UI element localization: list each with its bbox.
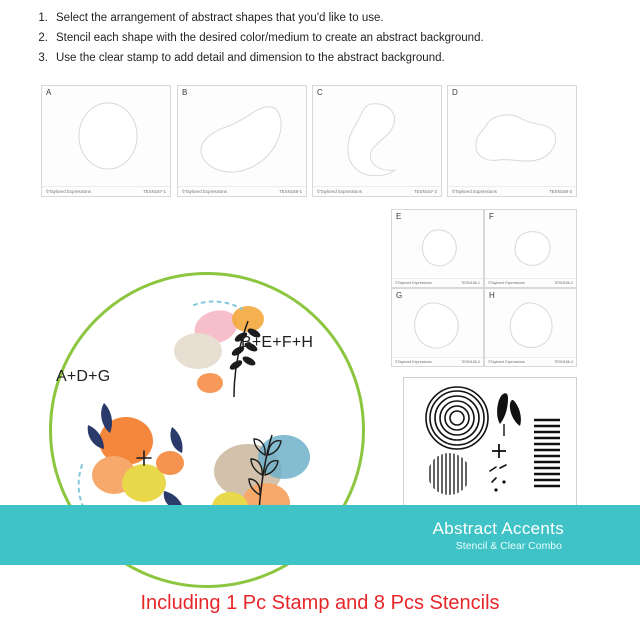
stencil-card-g: [391, 288, 484, 367]
card-divider: [392, 357, 483, 358]
combo-label-befh: B+E+F+H: [241, 334, 314, 351]
stamp-artwork: [404, 378, 578, 507]
stencil-card-b: [177, 85, 307, 197]
card-divider: [42, 186, 170, 187]
product-subtitle: Stencil & Clear Combo: [455, 540, 562, 552]
stencil-code: TESN167-2: [414, 189, 437, 194]
instruction-item: [34, 8, 614, 28]
instruction-number: 1.: [38, 12, 48, 24]
stencil-shape-b: [178, 86, 308, 198]
credit-text: ©Taylored Expressions: [182, 189, 227, 194]
stencil-card-h: [484, 288, 577, 367]
instruction-number: 2.: [38, 32, 48, 44]
stencil-letter: B: [182, 88, 188, 97]
stencil-letter: F: [489, 212, 494, 221]
instruction-number: 3.: [38, 52, 48, 64]
credit-text: ©Taylored Expressions: [395, 281, 432, 285]
card-divider: [485, 278, 576, 279]
stencil-card-a: [41, 85, 171, 197]
credit-text: ©Taylored Expressions: [317, 189, 362, 194]
stencil-code: TESN168-2: [549, 189, 572, 194]
bottom-caption: Including 1 Pc Stamp and 8 Pcs Stencils: [140, 592, 500, 614]
stencil-shape-a: [42, 86, 172, 198]
stencil-code: TESN166-2: [554, 281, 573, 285]
stencil-code: TESN166-1: [461, 281, 480, 285]
credit-text: ©Taylored Expressions: [46, 189, 91, 194]
stencil-code: TESN166-4: [554, 360, 573, 364]
stencil-letter: H: [489, 291, 495, 300]
stencil-card-f: [484, 209, 577, 288]
instruction-item: [34, 28, 614, 48]
credit-text: ©Taylored Expressions: [488, 360, 525, 364]
stencil-card-e: [391, 209, 484, 288]
stencil-code: TESN168-1: [279, 189, 302, 194]
card-divider: [178, 186, 306, 187]
clear-stamp-sheet: [403, 377, 577, 506]
credit-text: ©Taylored Expressions: [452, 189, 497, 194]
stencil-letter: C: [317, 88, 323, 97]
stencil-letter: A: [46, 88, 52, 97]
card-divider: [485, 357, 576, 358]
stencil-card-d: [447, 85, 577, 197]
instruction-list: [34, 8, 614, 68]
credit-text: ©Taylored Expressions: [395, 360, 432, 364]
stencil-code: TESN167-1: [143, 189, 166, 194]
stencil-code: TESN166-3: [461, 360, 480, 364]
stencil-letter: G: [396, 291, 403, 300]
card-divider: [313, 186, 441, 187]
stencil-shape-d: [448, 86, 578, 198]
stencil-card-c: [312, 85, 442, 197]
instruction-text: Stencil each shape with the desired color/medium to create an abstract background.: [56, 32, 484, 44]
product-title: Abstract Accents: [432, 519, 564, 538]
instruction-item: [34, 48, 614, 68]
small-stencil-grid: [391, 209, 577, 367]
card-divider: [448, 186, 576, 187]
stencil-shape-c: [313, 86, 443, 198]
stencil-letter: D: [452, 88, 458, 97]
combo-label-adg: A+D+G: [56, 368, 111, 385]
stencil-letter: E: [396, 212, 402, 221]
instruction-text: Use the clear stamp to add detail and dimension to the abstract background.: [56, 52, 445, 64]
credit-text: ©Taylored Expressions: [488, 281, 525, 285]
instruction-text: Select the arrangement of abstract shapes that you'd like to use.: [56, 12, 384, 24]
card-divider: [392, 278, 483, 279]
